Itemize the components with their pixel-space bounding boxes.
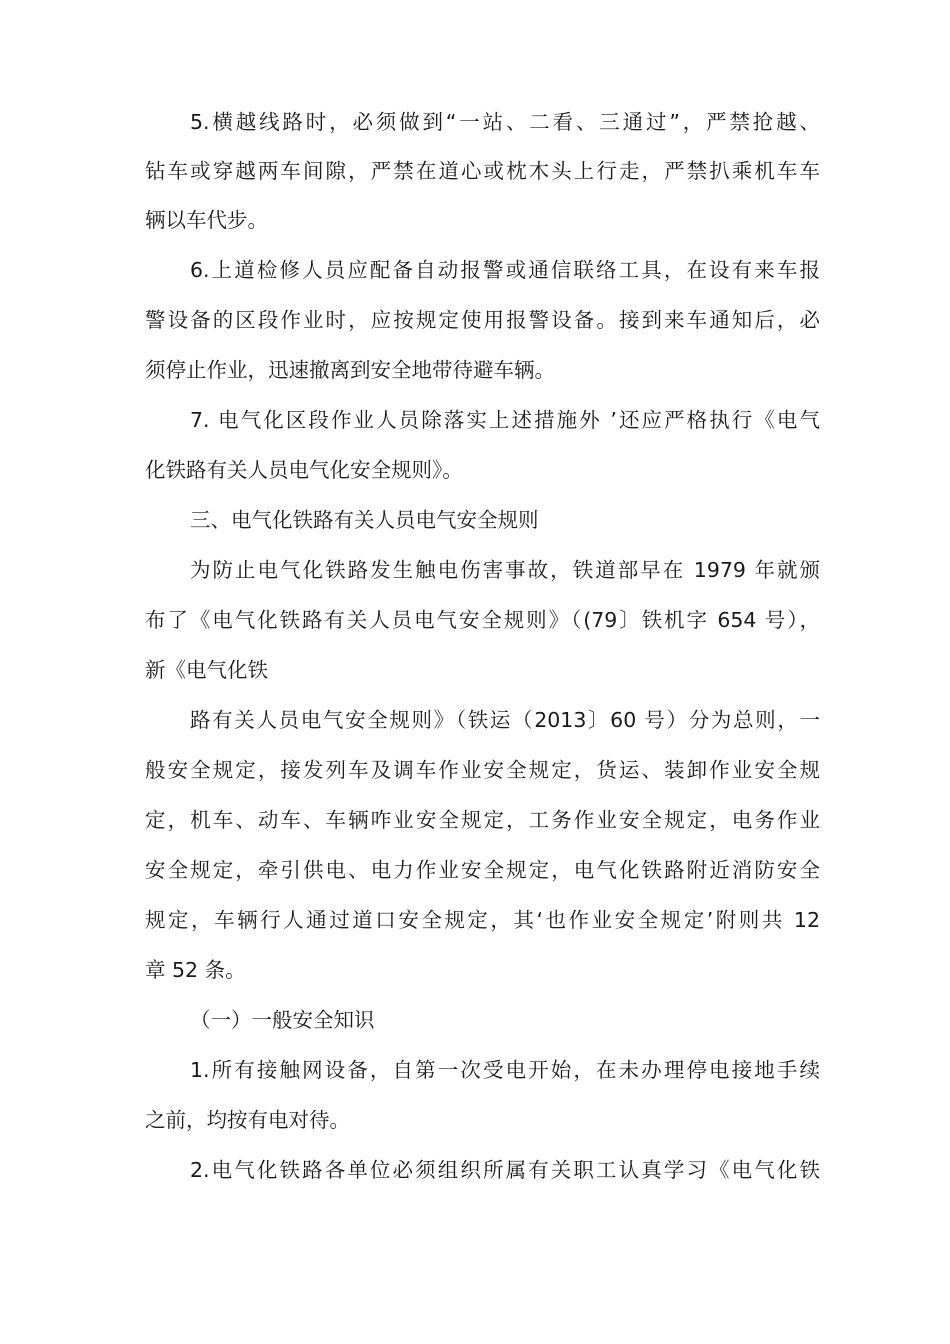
rules-paragraph-line-3: 定，机车、动车、车辆咋业安全规定，工务作业安全规定，电务作业 — [145, 808, 820, 832]
rules-paragraph-line-6: 章 52 条。 — [145, 958, 246, 982]
item-1-line-1: 1.所有接触网设备，自第一次受电开始，在未办理停电接地手续 — [190, 1058, 820, 1082]
paragraph-7-line-2: 化铁路有关人员电气化安全规则》。 — [145, 458, 463, 482]
item-1-line-2: 之前，均按有电对待。 — [145, 1108, 350, 1132]
section-heading-3: 三、电气化铁路有关人员电气安全规则 — [190, 508, 539, 532]
intro-paragraph-line-1: 为防止电气化铁路发生触电伤害事故，铁道部早在 1979 年就颁 — [190, 558, 820, 582]
subsection-heading-1: （一）一般安全知识 — [190, 1008, 375, 1032]
paragraph-6-line-2: 警设备的区段作业时，应按规定使用报警设备。接到来车通知后，必 — [145, 308, 820, 332]
paragraph-5-line-1: 5.横越线路时，必须做到“一站、二看、三通过”，严禁抢越、 — [190, 110, 820, 134]
rules-paragraph-line-4: 安全规定，牵引供电、电力作业安全规定，电气化铁路附近消防安全 — [145, 858, 820, 882]
rules-paragraph-line-1: 路有关人员电气安全规则》（铁运（2013〕60 号）分为总则，一 — [190, 708, 820, 732]
intro-paragraph-line-3: 新《电气化铁 — [145, 658, 268, 682]
paragraph-7-line-1: 7. 电气化区段作业人员除落实上述措施外 ’还应严格执行《电气 — [190, 408, 820, 432]
paragraph-5-line-2: 钻车或穿越两车间隙，严禁在道心或枕木头上行走，严禁扒乘机车车 — [145, 159, 820, 183]
rules-paragraph-line-2: 般安全规定，接发列车及调车作业安全规定，货运、装卸作业安全规 — [145, 758, 820, 782]
rules-paragraph-line-5: 规定，车辆行人通过道口安全规定，其‘也作业安全规定’附则共 12 — [145, 908, 820, 932]
paragraph-6-line-1: 6.上道检修人员应配备自动报警或通信联络工具，在设有来车报 — [190, 258, 820, 282]
item-2-line-1: 2.电气化铁路各单位必须组织所属有关职工认真学习《电气化铁 — [190, 1158, 820, 1182]
paragraph-6-line-3: 须停止作业，迅速撤离到安全地带待避车辆。 — [145, 358, 555, 382]
intro-paragraph-line-2: 布了《电气化铁路有关人员电气安全规则》（(79〕铁机字 654 号）， — [145, 608, 820, 632]
paragraph-5-line-3: 辆以车代步。 — [145, 208, 268, 232]
